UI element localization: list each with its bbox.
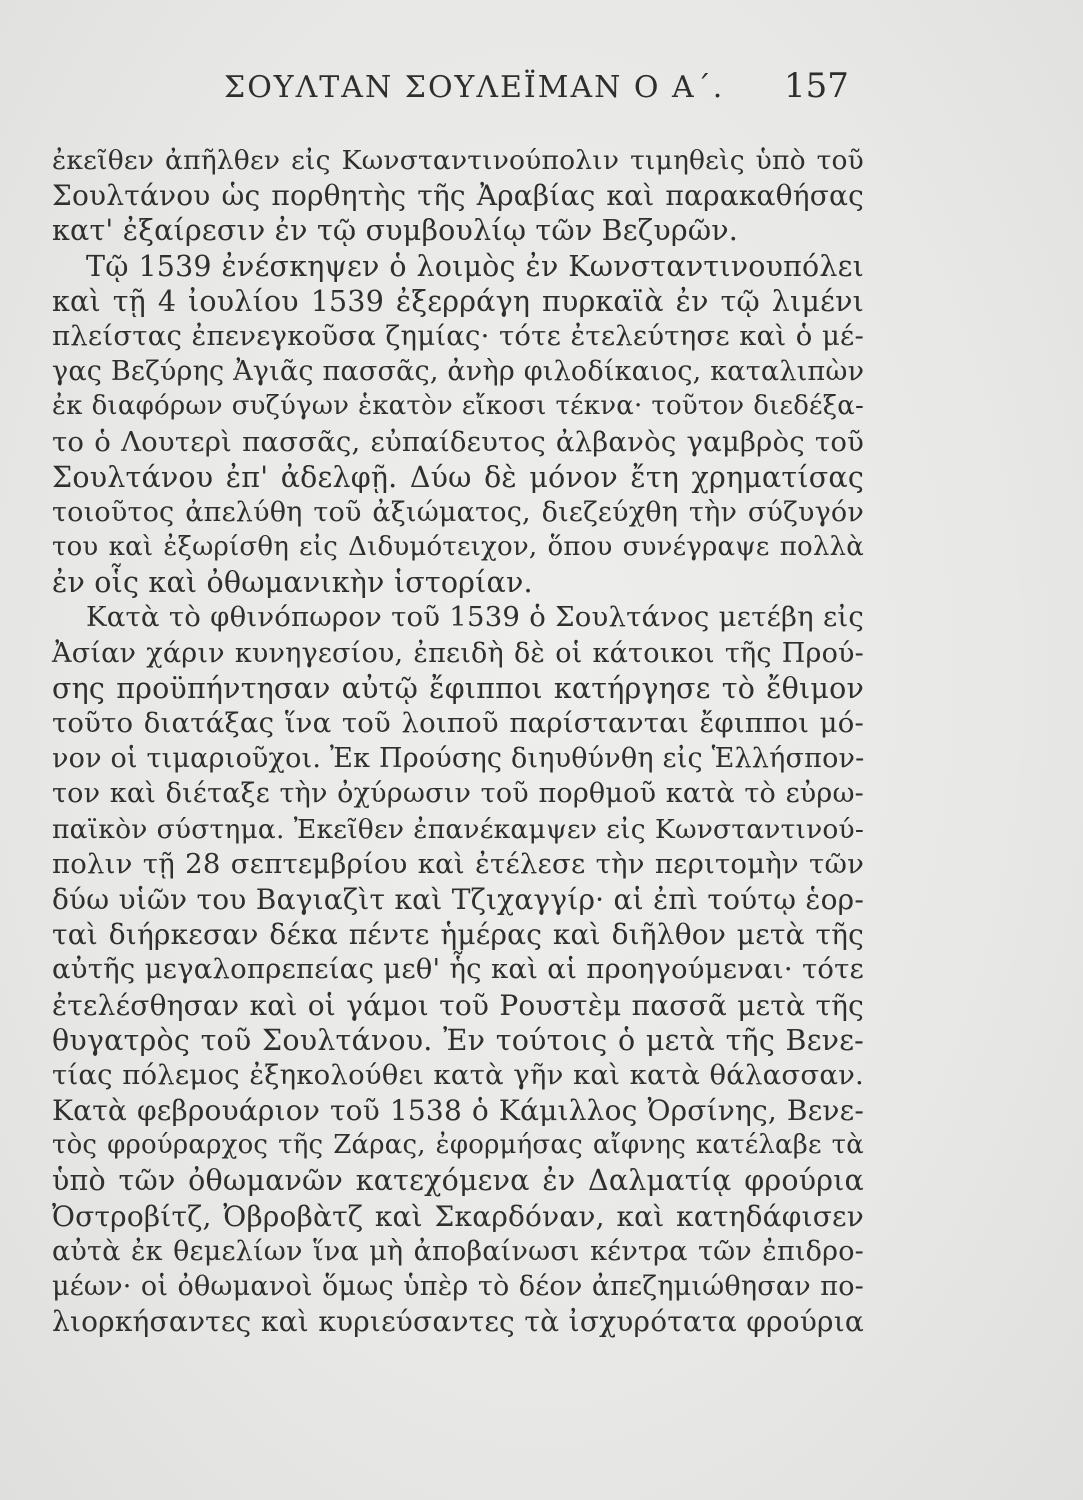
text-line: Κατὰ φεβρουάριον τοῦ 1538 ὁ Κάμιλλος Ὀρσίνης, Βενε-: [52, 1094, 864, 1128]
text-line: τοῦτο διατάξας ἵνα τοῦ λοιποῦ παρίστανται ἔφιπποι μό-: [52, 707, 864, 739]
text-line: ἐν οἷς καὶ ὀθωμανικὴν ἱστορίαν.: [52, 566, 533, 600]
running-head-title: ΣΟΥΛΤΑΝ ΣΟΥΛΕΪΜΑΝ Ο Α΄.: [224, 70, 725, 105]
text-line: κατ' ἐξαίρεσιν ἐν τῷ συμβουλίῳ τῶν Βεζυρῶν.: [52, 214, 739, 248]
text-line: αὐτῆς μεγαλοπρεπείας μεθ' ἧς καὶ αἱ προηγούμεναι· τότε: [52, 953, 864, 986]
text-line: πλείστας ἐπενεγκοῦσα ζημίας· τότε ἐτελεύτησε καὶ ὁ μέ-: [52, 319, 864, 352]
text-line: γας Βεζύρης Ἀγιᾶς πασσᾶς, ἀνὴρ φιλοδίκαιος, καταλιπὼν: [52, 356, 865, 388]
text-line: Ἀσίαν χάριν κυνηγεσίου, ἐπειδὴ δὲ οἱ κάτοικοι τῆς Πρού-: [52, 637, 864, 669]
paragraph-first-line: Κατὰ τὸ φθινόπωρον τοῦ 1539 ὁ Σουλτάνος μετέβη εἰς: [86, 601, 864, 634]
body-text: [52, 143, 864, 1339]
text-line: θυγατρὸς τοῦ Σουλτάνου. Ἐν τούτοις ὁ μετὰ τῆς Βενε-: [52, 1023, 864, 1057]
text-line: αὐτὰ ἐκ θεμελίων ἵνα μὴ ἀποβαίνωσι κέντρα τῶν ἐπιδρο-: [52, 1235, 864, 1267]
text-line: ἐκεῖθεν ἀπῆλθεν εἰς Κωνσταντινούπολιν τιμηθεὶς ὑπὸ τοῦ: [52, 145, 864, 176]
text-line: ταὶ διήρκεσαν δέκα πέντε ἡμέρας καὶ διῆλθον μετὰ τῆς: [52, 918, 864, 952]
text-line: δύω υἱῶν του Βαγιαζὶτ καὶ Τζιχαγγίρ· αἱ ἐπὶ τούτῳ ἑορ-: [52, 882, 864, 916]
text-line: μέων· οἱ ὀθωμανοὶ ὅμως ὑπὲρ τὸ δέον ἀπεζημιώθησαν πο-: [52, 1271, 864, 1302]
running-head: [0, 62, 1083, 112]
text-line: πολιν τῇ 28 σεπτεμβρίου καὶ ἐτέλεσε τὴν περιτομὴν τῶν: [52, 847, 864, 880]
text-line: καὶ τῇ 4 ἰουλίου 1539 ἐξερράγη πυρκαϊὰ ἐν τῷ λιμένι: [52, 284, 864, 318]
text-line: τὸς φρούραρχος τῆς Ζάρας, ἐφορμήσας αἴφνης κατέλαβε τὰ: [52, 1130, 864, 1161]
text-line: τίας πόλεμος ἐξηκολούθει κατὰ γῆν καὶ κατὰ θάλασσαν.: [52, 1058, 864, 1091]
text-line: τον καὶ διέταξε τὴν ὀχύρωσιν τοῦ πορθμοῦ κατὰ τὸ εὐρω-: [52, 778, 864, 810]
text-line: παϊκὸν σύστημα. Ἐκεῖθεν ἐπανέκαμψεν εἰς Κωνσταντινού-: [52, 813, 864, 845]
text-line: του καὶ ἐξωρίσθη εἰς Διδυμότειχον, ὅπου συνέγραψε πολλὰ: [52, 532, 864, 563]
text-line: ἐτελέσθησαν καὶ οἱ γάμοι τοῦ Ρουστὲμ πασσᾶ μετὰ τῆς: [52, 988, 864, 1022]
text-line: Σουλτάνου ὡς πορθητὴς τῆς Ἀραβίας καὶ παρακαθήσας: [52, 179, 864, 213]
text-line: λιορκήσαντες καὶ κυριεύσαντες τὰ ἰσχυρότατα φρούρια: [52, 1305, 864, 1339]
text-line: το ὁ Λουτερὶ πασσᾶς, εὐπαίδευτος ἀλβανὸς γαμβρὸς τοῦ: [52, 425, 864, 458]
text-line: τοιοῦτος ἀπελύθη τοῦ ἀξιώματος, διεζεύχθη τὴν σύζυγόν: [52, 496, 864, 528]
text-line: νον οἱ τιμαριοῦχοι. Ἐκ Προύσης διηυθύνθη εἰς Ἑλλήσπον-: [52, 743, 865, 775]
text-line: σης προϋπήντησαν αὐτῷ ἔφιπποι κατήργησε τὸ ἔθιμον: [52, 671, 864, 705]
text-line: ὑπὸ τῶν ὀθωμανῶν κατεχόμενα ἐν Δαλματίᾳ φρούρια: [52, 1164, 864, 1198]
page-number: 157: [784, 66, 849, 106]
text-line: Ὀστροβίτζ, Ὀβροβὰτζ καὶ Σκαρδόναν, καὶ κατηδάφισεν: [52, 1199, 864, 1233]
paragraph-first-line: Τῷ 1539 ἐνέσκηψεν ὁ λοιμὸς ἐν Κωνσταντινουπόλει: [86, 249, 864, 283]
text-line: ἐκ διαφόρων συζύγων ἑκατὸν εἴκοσι τέκνα· τοῦτον διεδέξα-: [52, 391, 864, 422]
text-line: Σουλτάνου ἐπ' ἀδελφῇ. Δύω δὲ μόνον ἔτη χρηματίσας: [52, 460, 864, 494]
